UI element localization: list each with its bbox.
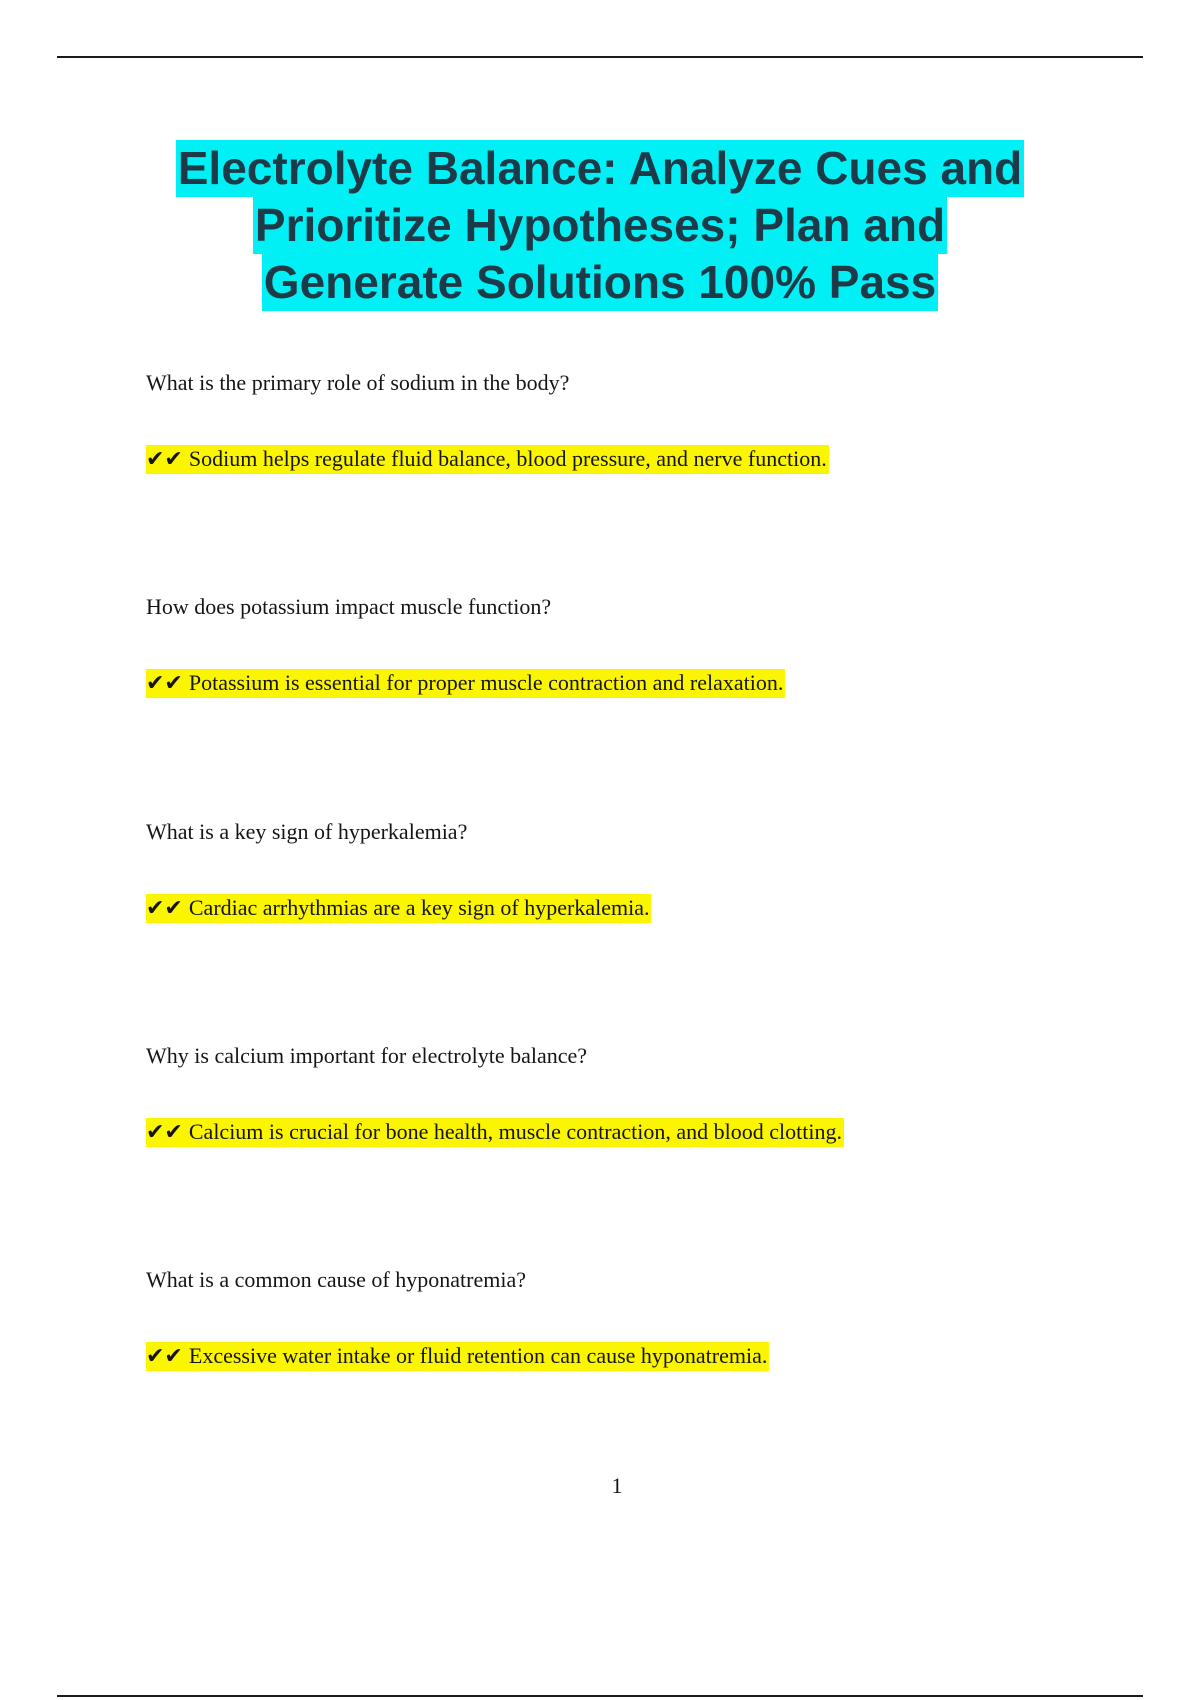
question-text: How does potassium impact muscle function?: [146, 594, 552, 619]
answer-text: Sodium helps regulate fluid balance, blood pressure, and nerve function.: [188, 446, 827, 471]
qa-item-1: [146, 370, 827, 472]
qa-item-3: [146, 819, 650, 921]
qa-item-2: [146, 594, 784, 696]
title-line-1: Electrolyte Balance: Analyze Cues and: [176, 140, 1025, 197]
qa-item-4: [146, 1043, 842, 1145]
question-text: Why is calcium important for electrolyte balance?: [146, 1043, 588, 1068]
double-check-icon: ✔✔: [146, 671, 183, 696]
title-line-3: Generate Solutions 100% Pass: [262, 254, 938, 311]
double-check-icon: ✔✔: [146, 1344, 183, 1369]
double-check-icon: ✔✔: [146, 896, 183, 921]
header-rule: [57, 56, 1143, 58]
question-text: What is a key sign of hyperkalemia?: [146, 819, 468, 844]
double-check-icon: ✔✔: [146, 1120, 183, 1145]
answer-highlight: [146, 669, 785, 698]
answer-highlight: [146, 445, 829, 474]
answer-highlight: [146, 1118, 844, 1147]
document-title: [100, 140, 1100, 311]
answer-highlight: [146, 894, 651, 923]
answer-text: Calcium is crucial for bone health, muscle contraction, and blood clotting.: [188, 1119, 842, 1144]
page-number: 1: [611, 1473, 623, 1498]
answer-text: Excessive water intake or fluid retention can cause hyponatremia.: [188, 1343, 768, 1368]
qa-item-5: [146, 1267, 768, 1369]
double-check-icon: ✔✔: [146, 447, 183, 472]
question-text: What is the primary role of sodium in the body?: [146, 370, 570, 395]
answer-highlight: [146, 1342, 769, 1371]
title-line-2: Prioritize Hypotheses; Plan and: [253, 197, 947, 254]
answer-text: Cardiac arrhythmias are a key sign of hyperkalemia.: [188, 895, 650, 920]
answer-text: Potassium is essential for proper muscle contraction and relaxation.: [188, 670, 784, 695]
question-text: What is a common cause of hyponatremia?: [146, 1267, 526, 1292]
footer-rule: [57, 1695, 1143, 1697]
